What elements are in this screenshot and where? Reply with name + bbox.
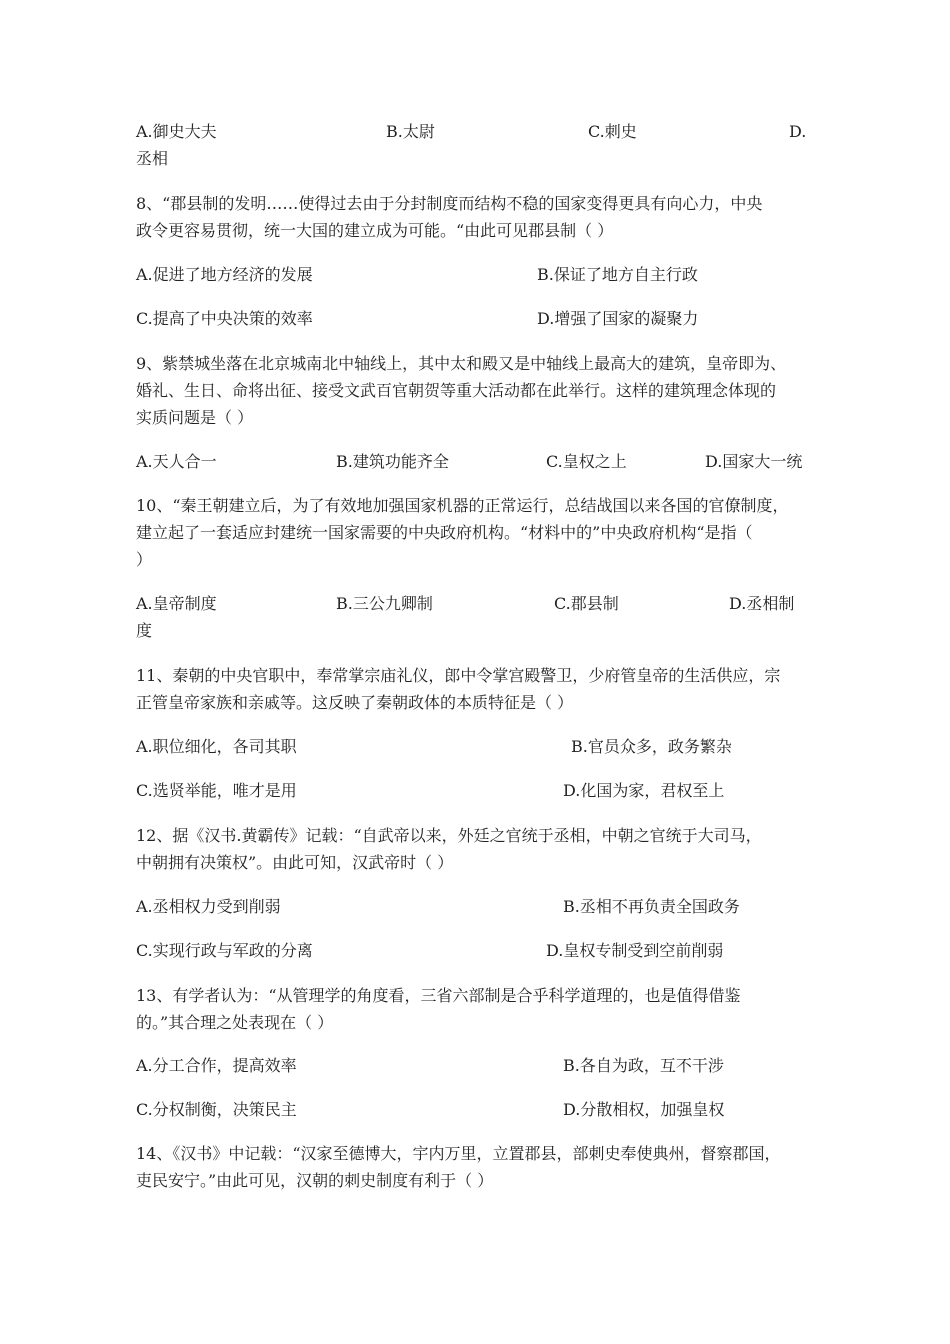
q10-option-b: B.三公九卿制 bbox=[336, 594, 433, 613]
q9-option-c: C.皇权之上 bbox=[546, 452, 627, 471]
q10-stem-line1: 10、“秦王朝建立后，为了有效地加强国家机器的正常运行，总结战国以来各国的官僚制度， bbox=[136, 496, 789, 515]
q8-option-c: C.提高了中央决策的效率 bbox=[136, 309, 313, 328]
q11-option-a: A.职位细化，各司其职 bbox=[136, 737, 297, 756]
q10-stem-line3: ） bbox=[136, 550, 153, 569]
q14-stem-line1: 14、《汉书》中记载：“汉家至德博大，宇内万里，立置郡县，部刺史奉使典州，督察郡国， bbox=[136, 1144, 781, 1163]
q9-stem-line3: 实质问题是（ ） bbox=[136, 408, 254, 427]
q7-option-a: A.御史大夫 bbox=[136, 122, 217, 141]
q11-stem-line1: 11、秦朝的中央官职中，奉常掌宗庙礼仪，郎中令掌宫殿警卫，少府管皇帝的生活供应，宗 bbox=[136, 666, 781, 685]
q12-stem-line2: 中朝拥有决策权”。由此可知，汉武帝时（ ） bbox=[136, 853, 454, 872]
q10-option-d: D.丞相制 bbox=[729, 594, 795, 613]
q13-stem-line1: 13、有学者认为：“从管理学的角度看，三省六部制是合乎科学道理的，也是值得借鉴 bbox=[136, 986, 741, 1005]
q9-stem-line1: 9、紫禁城坐落在北京城南北中轴线上，其中太和殿又是中轴线上最高大的建筑，皇帝即为、 bbox=[136, 354, 787, 373]
q12-option-d: D.皇权专制受到空前削弱 bbox=[546, 941, 724, 960]
q9-option-a: A.天人合一 bbox=[136, 452, 217, 471]
q13-stem-line2: 的。”其合理之处表现在（ ） bbox=[136, 1013, 334, 1032]
q8-option-a: A.促进了地方经济的发展 bbox=[136, 265, 313, 284]
q12-option-b: B.丞相不再负责全国政务 bbox=[563, 897, 740, 916]
q11-option-d: D.化国为家，君权至上 bbox=[563, 781, 725, 800]
q9-stem-line2: 婚礼、生日、命将出征、接受文武百官朝贺等重大活动都在此举行。这样的建筑理念体现的 bbox=[136, 381, 777, 400]
q13-option-c: C.分权制衡，决策民主 bbox=[136, 1100, 297, 1119]
q10-option-d-wrap: 度 bbox=[136, 621, 153, 640]
q12-option-c: C.实现行政与军政的分离 bbox=[136, 941, 313, 960]
q9-option-b: B.建筑功能齐全 bbox=[336, 452, 449, 471]
q10-option-a: A.皇帝制度 bbox=[136, 594, 217, 613]
q13-option-a: A.分工合作，提高效率 bbox=[136, 1056, 297, 1075]
q12-stem-line1: 12、据《汉书.黄霸传》记载：“自武帝以来，外廷之官统于丞相，中朝之官统于大司马， bbox=[136, 826, 762, 845]
q12-option-a: A.丞相权力受到削弱 bbox=[136, 897, 281, 916]
q8-option-d: D.增强了国家的凝聚力 bbox=[537, 309, 699, 328]
q11-stem-line2: 正管皇帝家族和亲戚等。这反映了秦朝政体的本质特征是（ ） bbox=[136, 693, 574, 712]
q7-option-c: C.刺史 bbox=[588, 122, 637, 141]
q11-option-c: C.选贤举能，唯才是用 bbox=[136, 781, 297, 800]
q8-stem-line1: 8、“郡县制的发明……使得过去由于分封制度而结构不稳的国家变得更具有向心力，中央 bbox=[136, 194, 763, 213]
q8-option-b: B.保证了地方自主行政 bbox=[537, 265, 698, 284]
q7-option-b: B.太尉 bbox=[386, 122, 435, 141]
q13-option-d: D.分散相权，加强皇权 bbox=[563, 1100, 725, 1119]
q7-option-d: D. bbox=[789, 122, 807, 141]
q10-option-c: C.郡县制 bbox=[554, 594, 619, 613]
q8-stem-line2: 政令更容易贯彻，统一大国的建立成为可能。“由此可见郡县制（ ） bbox=[136, 221, 614, 240]
q7-option-d-wrap: 丞相 bbox=[136, 149, 169, 168]
q10-stem-line2: 建立起了一套适应封建统一国家需要的中央政府机构。“材料中的”中央政府机构“是指（ bbox=[136, 523, 753, 542]
q14-stem-line2: 吏民安宁。”由此可见，汉朝的刺史制度有利于（ ） bbox=[136, 1171, 494, 1190]
q9-option-d: D.国家大一统 bbox=[705, 452, 803, 471]
q13-option-b: B.各自为政，互不干涉 bbox=[563, 1056, 724, 1075]
q11-option-b: B.官员众多，政务繁杂 bbox=[571, 737, 732, 756]
